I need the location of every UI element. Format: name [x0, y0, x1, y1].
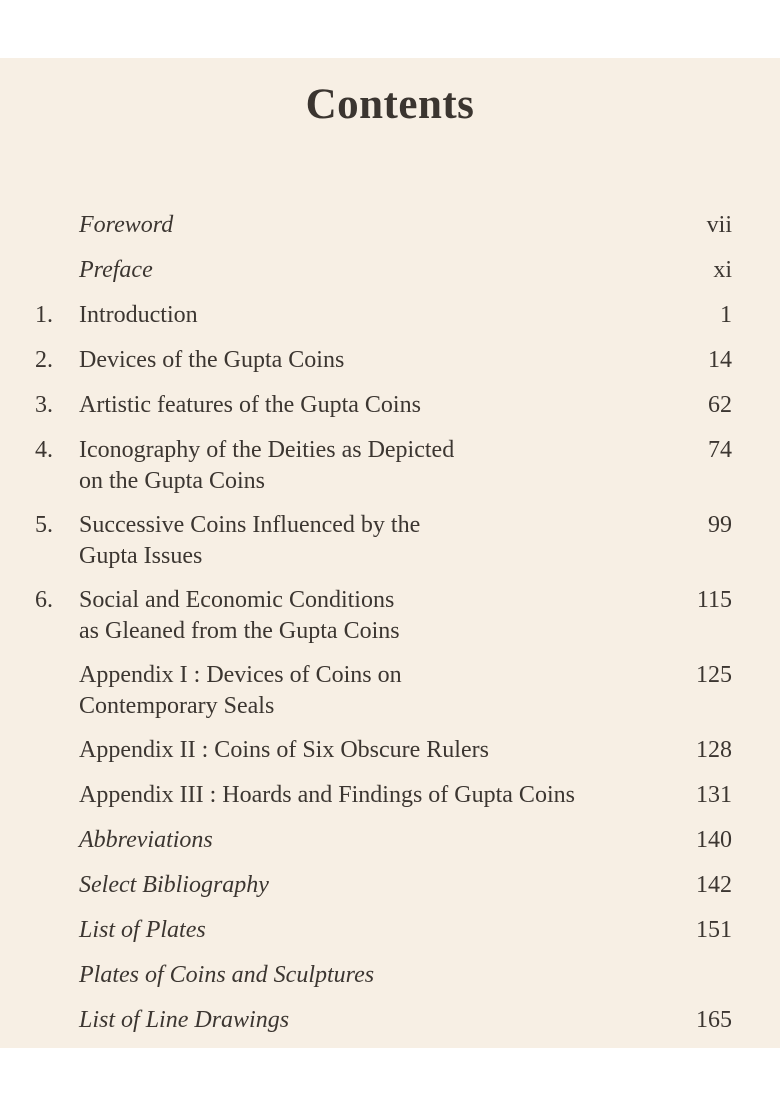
- entry-title-line: Preface: [79, 257, 153, 283]
- page-number: 74: [708, 437, 732, 463]
- page-number: 128: [696, 737, 732, 763]
- entry-title: [79, 780, 669, 811]
- entry-title: [79, 255, 669, 286]
- book-page: [0, 58, 780, 1048]
- entry-title: [79, 915, 669, 946]
- entry-title-line: Appendix III : Hoards and Findings of Gupta Coins: [79, 782, 575, 808]
- page-number: xi: [713, 257, 732, 283]
- page-number: 99: [708, 512, 732, 538]
- entry-title-line: Artistic features of the Gupta Coins: [79, 392, 421, 418]
- page-number: 142: [696, 872, 732, 898]
- entry-title-line: Social and Economic Conditions: [79, 587, 395, 613]
- entry-title: [79, 345, 669, 376]
- chapter-number: 5.: [35, 512, 53, 538]
- entry-title: [79, 435, 669, 497]
- page-number: 140: [696, 827, 732, 853]
- entry-title-line: Abbreviations: [79, 827, 213, 853]
- entry-title-line: as Gleaned from the Gupta Coins: [79, 618, 400, 644]
- entry-title: [79, 825, 669, 856]
- entry-title: [79, 735, 669, 766]
- page-number: 62: [708, 392, 732, 418]
- entry-title: [79, 1005, 669, 1036]
- chapter-number: 4.: [35, 437, 53, 463]
- entry-title-line: Gupta Issues: [79, 543, 203, 569]
- entry-title-line: Successive Coins Influenced by the: [79, 512, 421, 538]
- entry-title: [79, 585, 669, 647]
- entry-title-line: Iconography of the Deities as Depicted: [79, 437, 455, 463]
- entry-title: [79, 390, 669, 421]
- page-number: 125: [696, 662, 732, 688]
- entry-title-line: Plates of Coins and Sculptures: [79, 962, 375, 988]
- page-number: 131: [696, 782, 732, 808]
- entry-title: [79, 510, 669, 572]
- entry-title-line: on the Gupta Coins: [79, 468, 265, 494]
- chapter-number: 1.: [35, 302, 53, 328]
- page-number: 151: [696, 917, 732, 943]
- entry-title-line: Foreword: [79, 212, 174, 238]
- page-title: Contents: [305, 81, 475, 128]
- entry-title-line: Introduction: [79, 302, 198, 328]
- page-number: 1: [720, 302, 732, 328]
- entry-title: [79, 210, 669, 241]
- page-number: vii: [706, 212, 732, 238]
- entry-title-line: Appendix II : Coins of Six Obscure Rulers: [79, 737, 489, 763]
- entry-title: [79, 870, 669, 901]
- page-number: 115: [696, 587, 732, 613]
- entry-title: [79, 960, 669, 991]
- page-number: 14: [708, 347, 732, 373]
- entry-title-line: Contemporary Seals: [79, 693, 275, 719]
- entry-title: [79, 660, 669, 722]
- entry-title-line: List of Line Drawings: [79, 1007, 290, 1033]
- entry-title: [79, 300, 669, 331]
- page-number: 165: [696, 1007, 732, 1033]
- entry-title-line: List of Plates: [79, 917, 206, 943]
- entry-title-line: Appendix I : Devices of Coins on: [79, 662, 402, 688]
- chapter-number: 2.: [35, 347, 53, 373]
- entry-title-line: Select Bibliography: [79, 872, 269, 898]
- entry-title-line: Devices of the Gupta Coins: [79, 347, 345, 373]
- chapter-number: 6.: [35, 587, 53, 613]
- chapter-number: 3.: [35, 392, 53, 418]
